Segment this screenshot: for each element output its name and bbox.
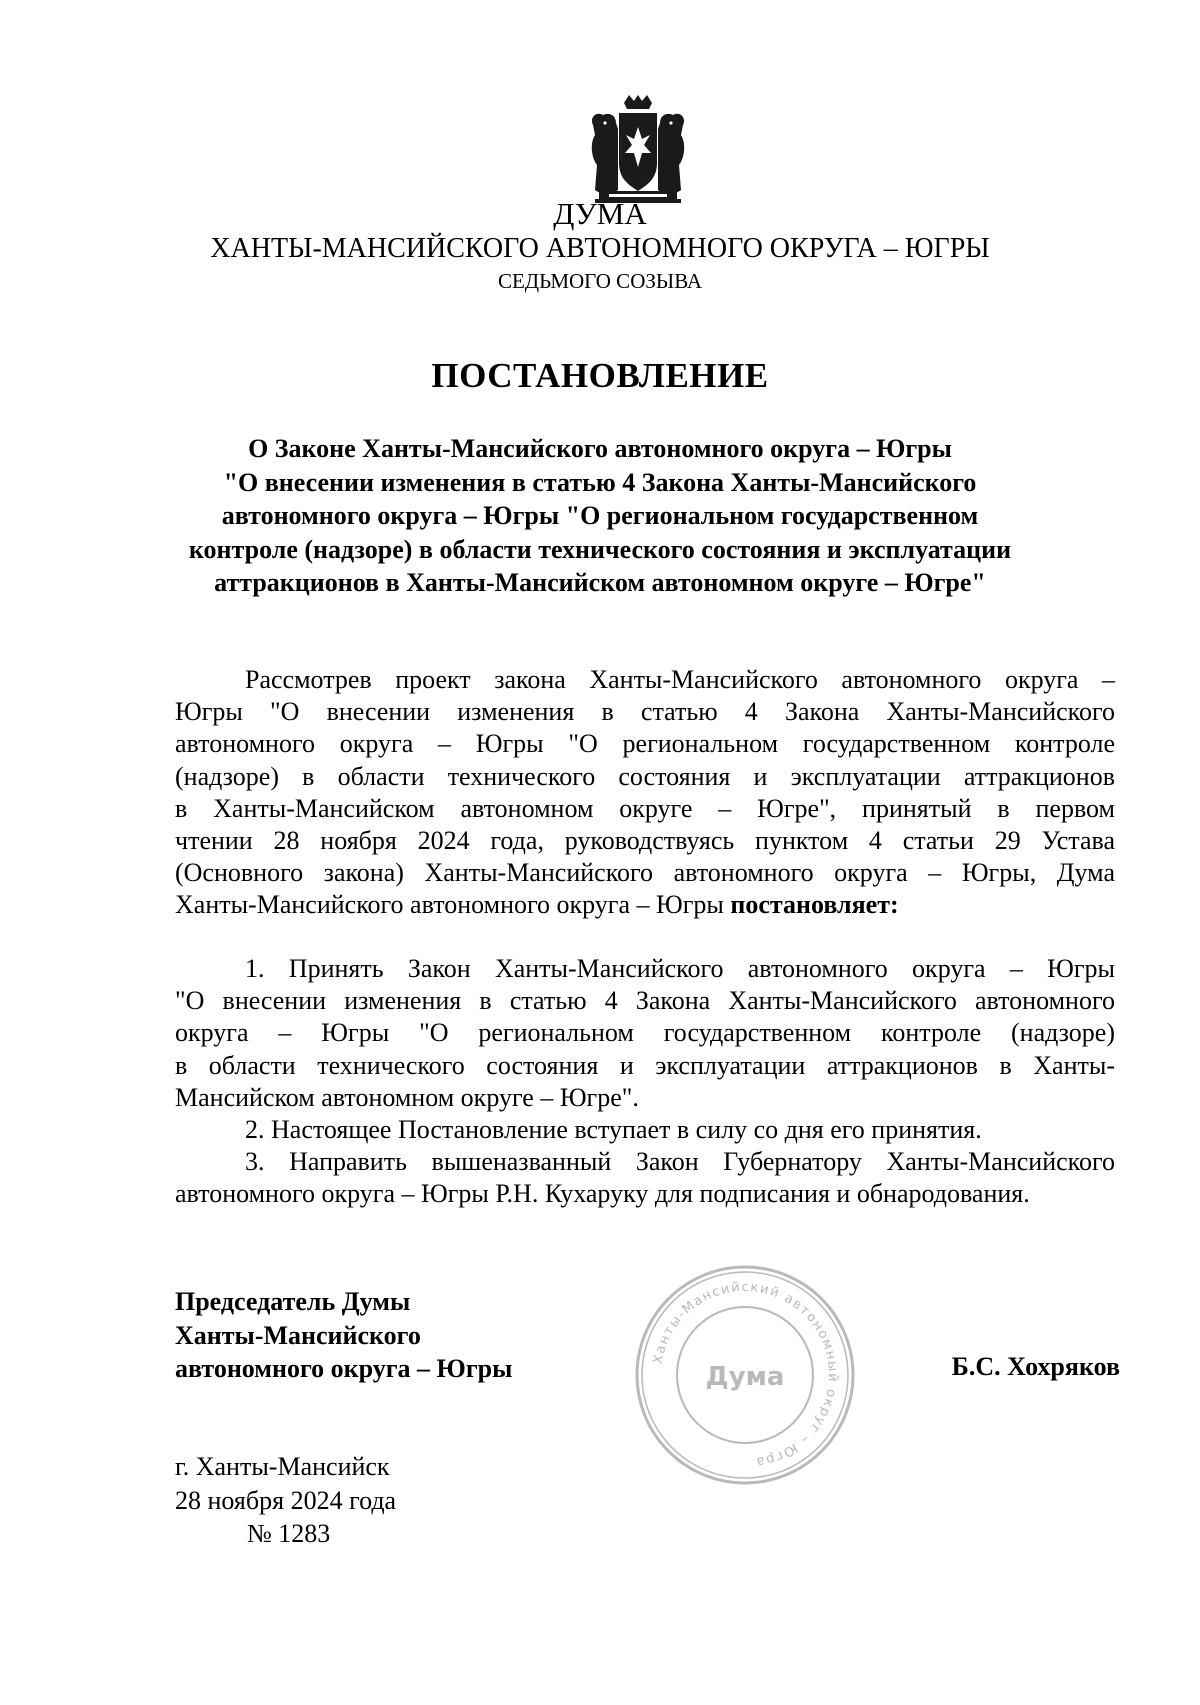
document-number: № 1283 (247, 1519, 331, 1548)
title-line: О Законе Ханты-Мансийского автономного округа – Югры (248, 434, 952, 463)
seal-center-text: Дума (705, 1362, 785, 1392)
signatory-position (175, 1285, 512, 1386)
document-footer (175, 1450, 396, 1551)
position-line: Ханты-Мансийского (175, 1320, 421, 1350)
seal-ring-text: Ханты-Мансийский автономный округ – Югра (650, 1279, 841, 1470)
preamble-paragraph (175, 664, 1115, 922)
item-1-line: 1. Принять Закон Ханты-Мансийского автономного округа – Югры (245, 954, 1115, 983)
region-name: ХАНТЫ-МАНСИЙСКОГО АВТОНОМНОГО ОКРУГА – ЮГРЫ (210, 233, 990, 264)
title-line: контроле (надзоре) в области технического состояния и эксплуатации (188, 534, 1012, 564)
document-date: 28 ноября 2024 года (175, 1485, 397, 1515)
item-3-line: автономного округа – Югры Р.Н. Кухаруку для подписания и обнародования. (175, 1179, 1030, 1209)
resolution-items (175, 953, 1115, 1211)
document-title (150, 432, 1050, 600)
item-2: 2. Настоящее Постановление вступает в силу со дня его принятия. (245, 1115, 982, 1145)
item-1-line: в области технического состояния и эксплуатации аттракционов в Ханты- (175, 1050, 1115, 1080)
text-line: в Ханты-Мансийском автономном округе – Югре", принятый в первом (175, 793, 1115, 823)
coat-of-arms-icon (585, 95, 691, 207)
item-1-line: Мансийском автономном округе – Югре". (175, 1082, 639, 1112)
position-line: Председатель Думы (175, 1287, 411, 1316)
convocation: СЕДЬМОГО СОЗЫВА (497, 269, 703, 293)
title-line: "О внесении изменения в статью 4 Закона Ханты-Мансийского (223, 467, 977, 497)
city: г. Ханты-Мансийск (175, 1452, 390, 1481)
official-seal (633, 1263, 857, 1487)
resolves-keyword: постановляет: (730, 890, 899, 920)
title-line: автономного округа – Югры "О региональном государственном (221, 501, 979, 530)
text-fragment: Ханты-Мансийского автономного округа – Югры (175, 890, 724, 920)
position-line: автономного округа – Югры (175, 1354, 513, 1383)
text-line: автономного округа – Югры "О региональном государственном контроле (175, 729, 1115, 759)
item-1-line: округа – Югры "О региональном государственном контроле (надзоре) (175, 1018, 1115, 1048)
item-3-line: 3. Направить вышеназванный Закон Губернатору Ханты-Мансийского (245, 1147, 1115, 1177)
signatory-name: Б.С. Хохряков (951, 1352, 1120, 1381)
item-1-line: "О внесении изменения в статью 4 Закона Ханты-Мансийского автономного (175, 986, 1115, 1016)
text-line: (надзоре) в области технического состояния и эксплуатации аттракционов (175, 761, 1115, 791)
org-name: ДУМА (553, 196, 647, 231)
text-line (175, 889, 1115, 921)
text-line: Рассмотрев проект закона Ханты-Мансийского автономного округа – (245, 665, 1115, 694)
text-line: (Основного закона) Ханты-Мансийского автономного округа – Югры, Дума (175, 858, 1115, 888)
text-line: чтении 28 ноября 2024 года, руководствуясь пунктом 4 статьи 29 Устава (175, 826, 1115, 856)
text-line: Югры "О внесении изменения в статью 4 Закона Ханты-Мансийского (175, 697, 1115, 727)
title-line: аттракционов в Ханты-Мансийском автономном округе – Югре" (214, 568, 986, 597)
document-type: ПОСТАНОВЛЕНИЕ (431, 356, 769, 395)
